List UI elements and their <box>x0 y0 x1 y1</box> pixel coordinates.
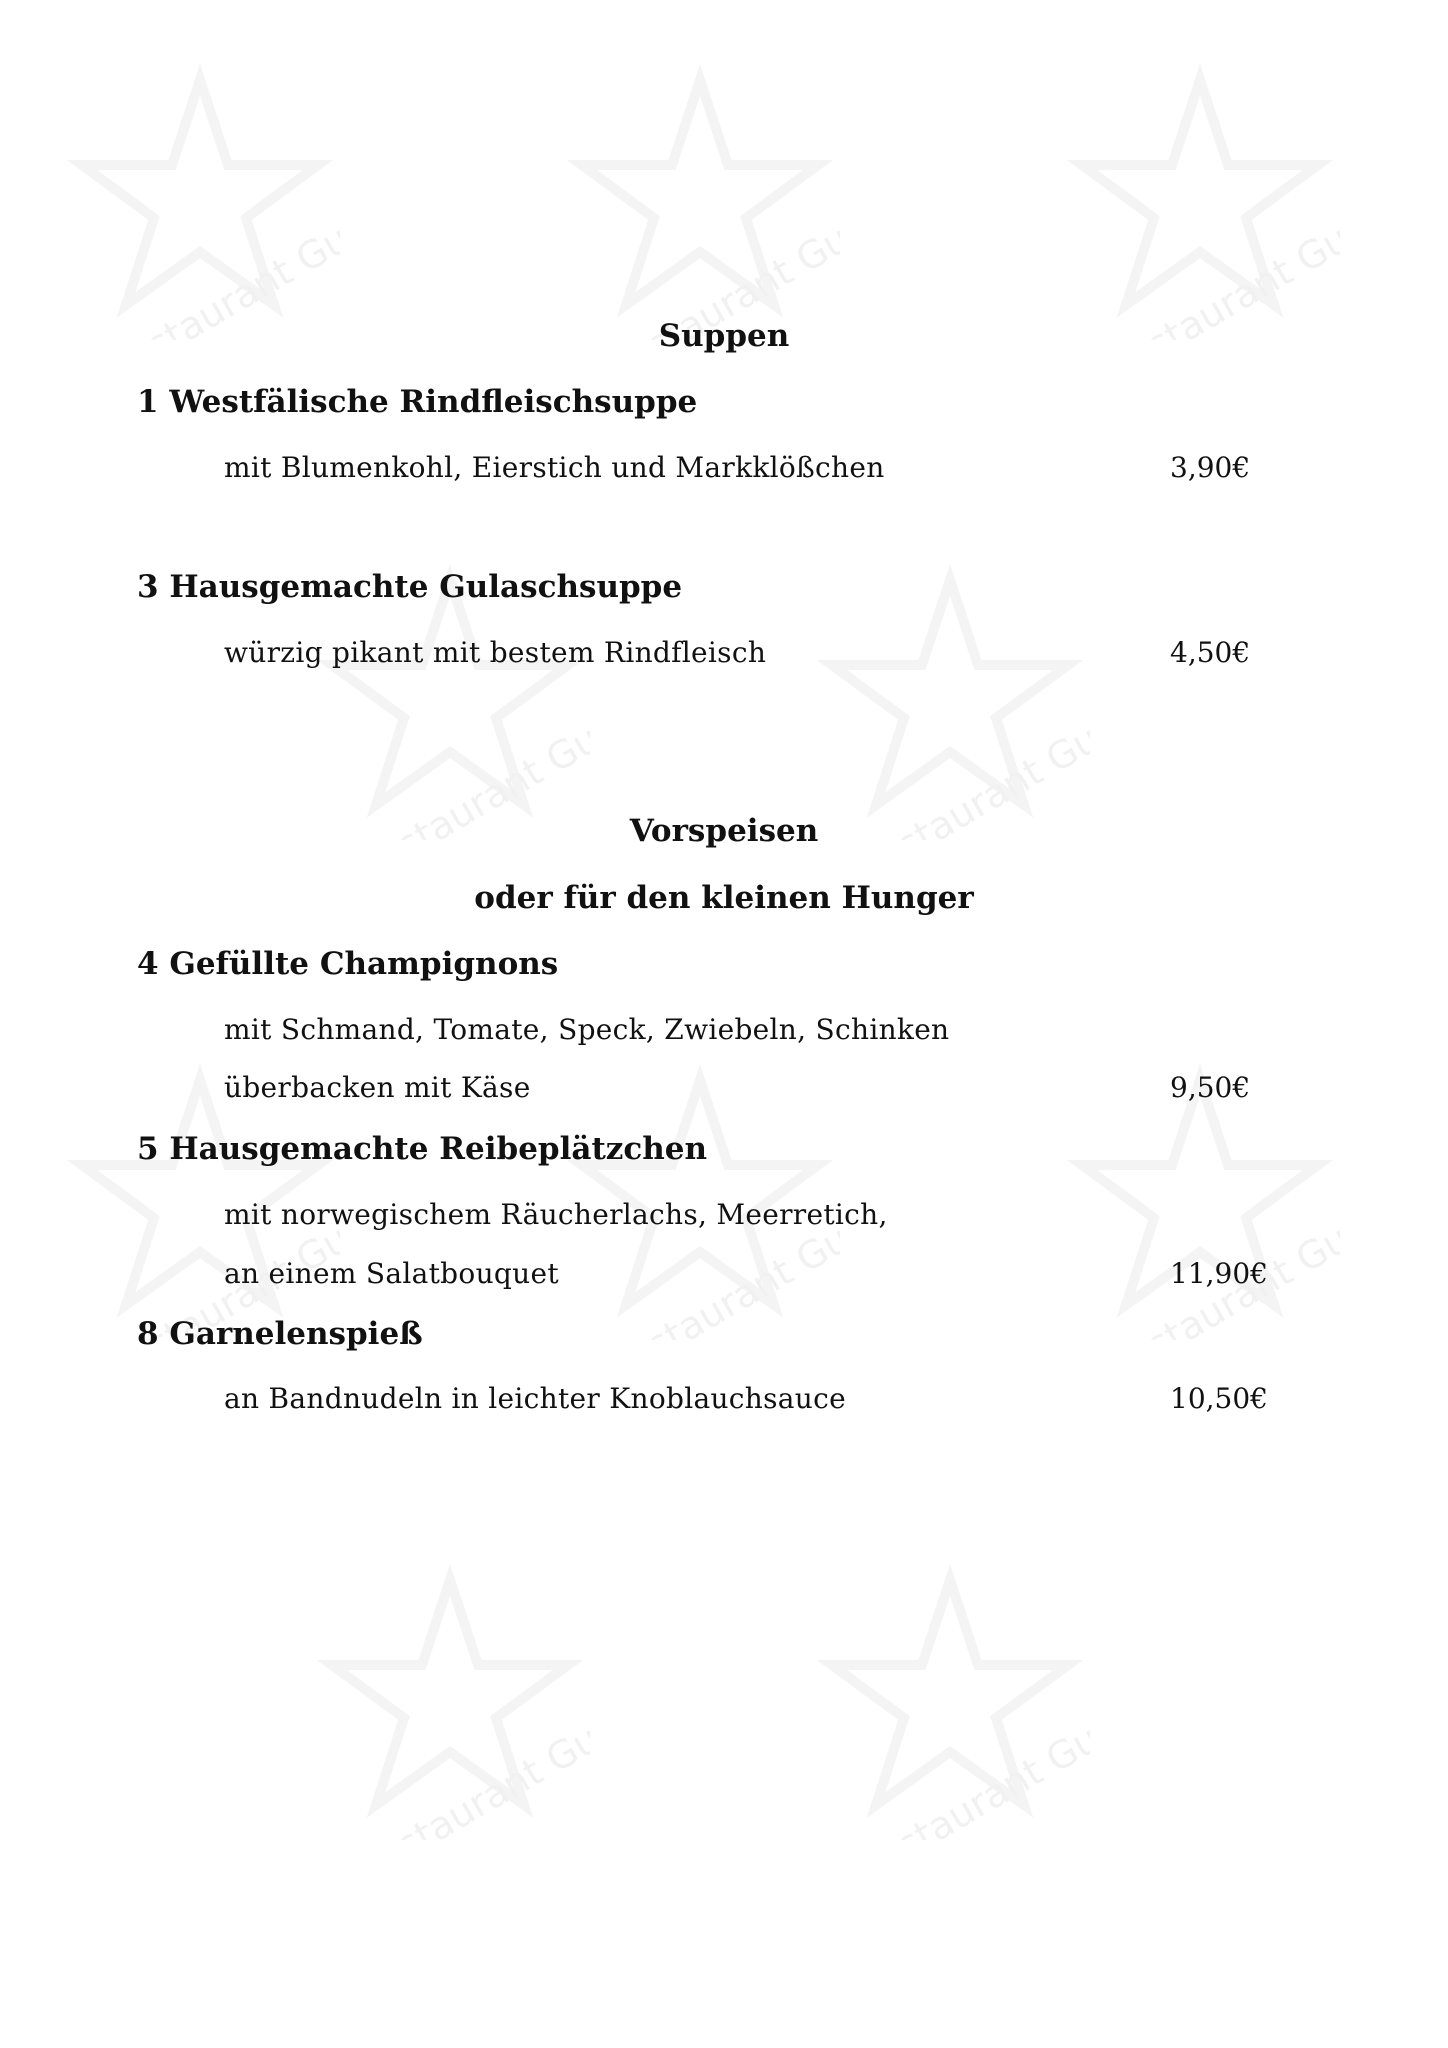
dish-price: 10,50€ <box>1170 1382 1268 1415</box>
dish-price: 3,90€ <box>1170 451 1251 484</box>
watermark-text: Restaurant Guru <box>847 1696 1090 1840</box>
dish-description: mit Blumenkohl, Eierstich und Markklößchen <box>224 451 885 484</box>
dish-description: an Bandnudeln in leichter Knoblauchsauce <box>224 1382 846 1415</box>
watermark-text: Restaurant Guru <box>597 196 840 340</box>
watermark-text: Restaurant Guru <box>97 1196 340 1340</box>
dish-description: überbacken mit Käse <box>224 1071 531 1104</box>
dish-title: 8 Garnelenspieß <box>137 1316 423 1352</box>
watermark-text: Restaurant Guru <box>597 1196 840 1340</box>
dish-price: 4,50€ <box>1170 636 1251 669</box>
dish-description: mit norwegischem Räucherlachs, Meerretich, <box>224 1198 888 1231</box>
watermark-text: Restaurant Guru <box>1097 196 1340 340</box>
watermark-text: Restaurant Guru <box>847 696 1090 840</box>
dish-title: 3 Hausgemachte Gulaschsuppe <box>137 569 683 605</box>
watermark-text: Restaurant Guru <box>347 1696 590 1840</box>
dish-description: an einem Salatbouquet <box>224 1257 559 1290</box>
section-subtitle-starters: oder für den kleinen Hunger <box>474 880 974 916</box>
watermark-text: Restaurant Guru <box>347 696 590 840</box>
dish-title: 5 Hausgemachte Reibeplätzchen <box>137 1131 708 1167</box>
dish-title: 1 Westfälische Rindfleischsuppe <box>137 384 698 420</box>
dish-price: 11,90€ <box>1170 1257 1268 1290</box>
dish-description: würzig pikant mit bestem Rindfleisch <box>224 636 767 669</box>
dish-title: 4 Gefüllte Champignons <box>137 946 559 982</box>
watermark-text: Restaurant Guru <box>97 196 340 340</box>
dish-price: 9,50€ <box>1170 1071 1251 1104</box>
dish-description: mit Schmand, Tomate, Speck, Zwiebeln, Schinken <box>224 1013 950 1046</box>
section-title-starters: Vorspeisen <box>629 813 819 849</box>
watermark-text: Restaurant Guru <box>1097 1196 1340 1340</box>
section-title-soups: Suppen <box>658 318 790 354</box>
